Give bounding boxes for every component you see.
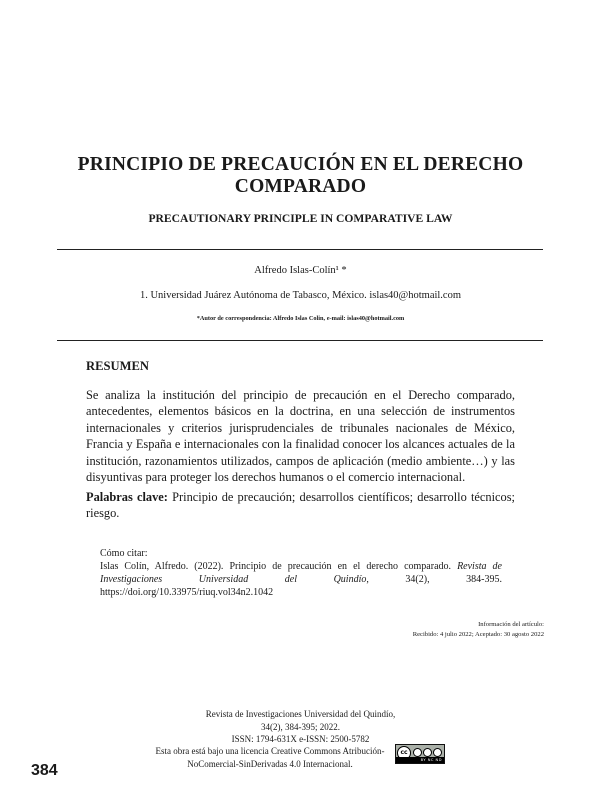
article-info-dates: Recibido: 4 julio 2022; Aceptado: 30 agosto 2022: [412, 631, 544, 638]
correspondence-line: *Autor de correspondencia: Alfredo Islas Colin, e-mail: islas40@hotmail.com: [196, 315, 405, 322]
citation-text: [100, 560, 502, 599]
paper-title-line-2: COMPARADO: [234, 176, 367, 197]
abstract-heading: RESUMEN: [86, 359, 149, 373]
journal-footer-line-1: Revista de Investigaciones Universidad del Quindío,: [205, 709, 396, 719]
author-line: Alfredo Islas-Colín¹ *: [254, 265, 347, 276]
journal-footer-line-2: 34(2), 384-395; 2022.: [261, 721, 340, 732]
keywords-paragraph: [86, 489, 515, 522]
attribution-icon: [413, 748, 422, 757]
bottom-divider: [57, 340, 543, 341]
paper-title: [0, 154, 601, 198]
citation-text-before: Islas Colín, Alfredo. (2022). Principio de precaución en el derecho comparado.: [100, 561, 458, 572]
top-divider: [57, 249, 543, 250]
page-number: 384: [31, 762, 58, 779]
cc-terms-label: BY NC ND: [396, 757, 444, 763]
affiliation-line: 1. Universidad Juárez Autónoma de Tabasco, México. islas40@hotmail.com: [139, 290, 462, 301]
noderivatives-icon: [433, 748, 442, 757]
noncommercial-icon: [423, 748, 432, 757]
keywords-label: Palabras clave:: [86, 490, 168, 504]
cc-logo-icon: cc: [397, 746, 411, 760]
license-line-2: NoComercial-SinDerivadas 4.0 Internacional.: [187, 758, 353, 769]
paper-title-line-1: PRINCIPIO DE PRECAUCIÓN EN EL DERECHO: [77, 154, 524, 175]
abstract-text: Se analiza la institución del principio de precaución en el Derecho comparado, antecedentes, elementos básicos en la doctrina, en una selección de instrumentos internacionales y criterios jurisprudenciales de tribunales nacionales de México, Francia y España e internacionales con la finalidad conocer los alcances actuales de la institución, razonamientos utilizados, campos de aplicación (medio ambiente…) y las disyuntivas para proteger los derechos humanos o el comercio internacional.: [86, 388, 515, 485]
journal-footer: [0, 708, 601, 746]
keywords-text: Principio de precaución; desarrollos científicos; desarrollo técnicos; riesgo.: [86, 490, 515, 521]
license-text: [145, 745, 395, 770]
citation-journal: Revista de Investigaciones Universidad del Quindío: [100, 561, 502, 585]
license-line-1: Esta obra está bajo una licencia Creative Commons Atribución-: [155, 746, 385, 756]
article-info-label: Información del artículo:: [478, 621, 544, 628]
citation-label: Cómo citar:: [100, 548, 148, 559]
journal-footer-line-3: ISSN: 1794-631X e-ISSN: 2500-5782: [231, 734, 370, 744]
citation-text-after: , 34(2), 384-395. https://doi.org/10.33975/riuq.vol34n2.1042: [100, 574, 502, 598]
creative-commons-by-nc-nd-icon[interactable]: [395, 744, 445, 764]
paper-subtitle: PRECAUTIONARY PRINCIPLE IN COMPARATIVE LAW: [148, 212, 453, 225]
